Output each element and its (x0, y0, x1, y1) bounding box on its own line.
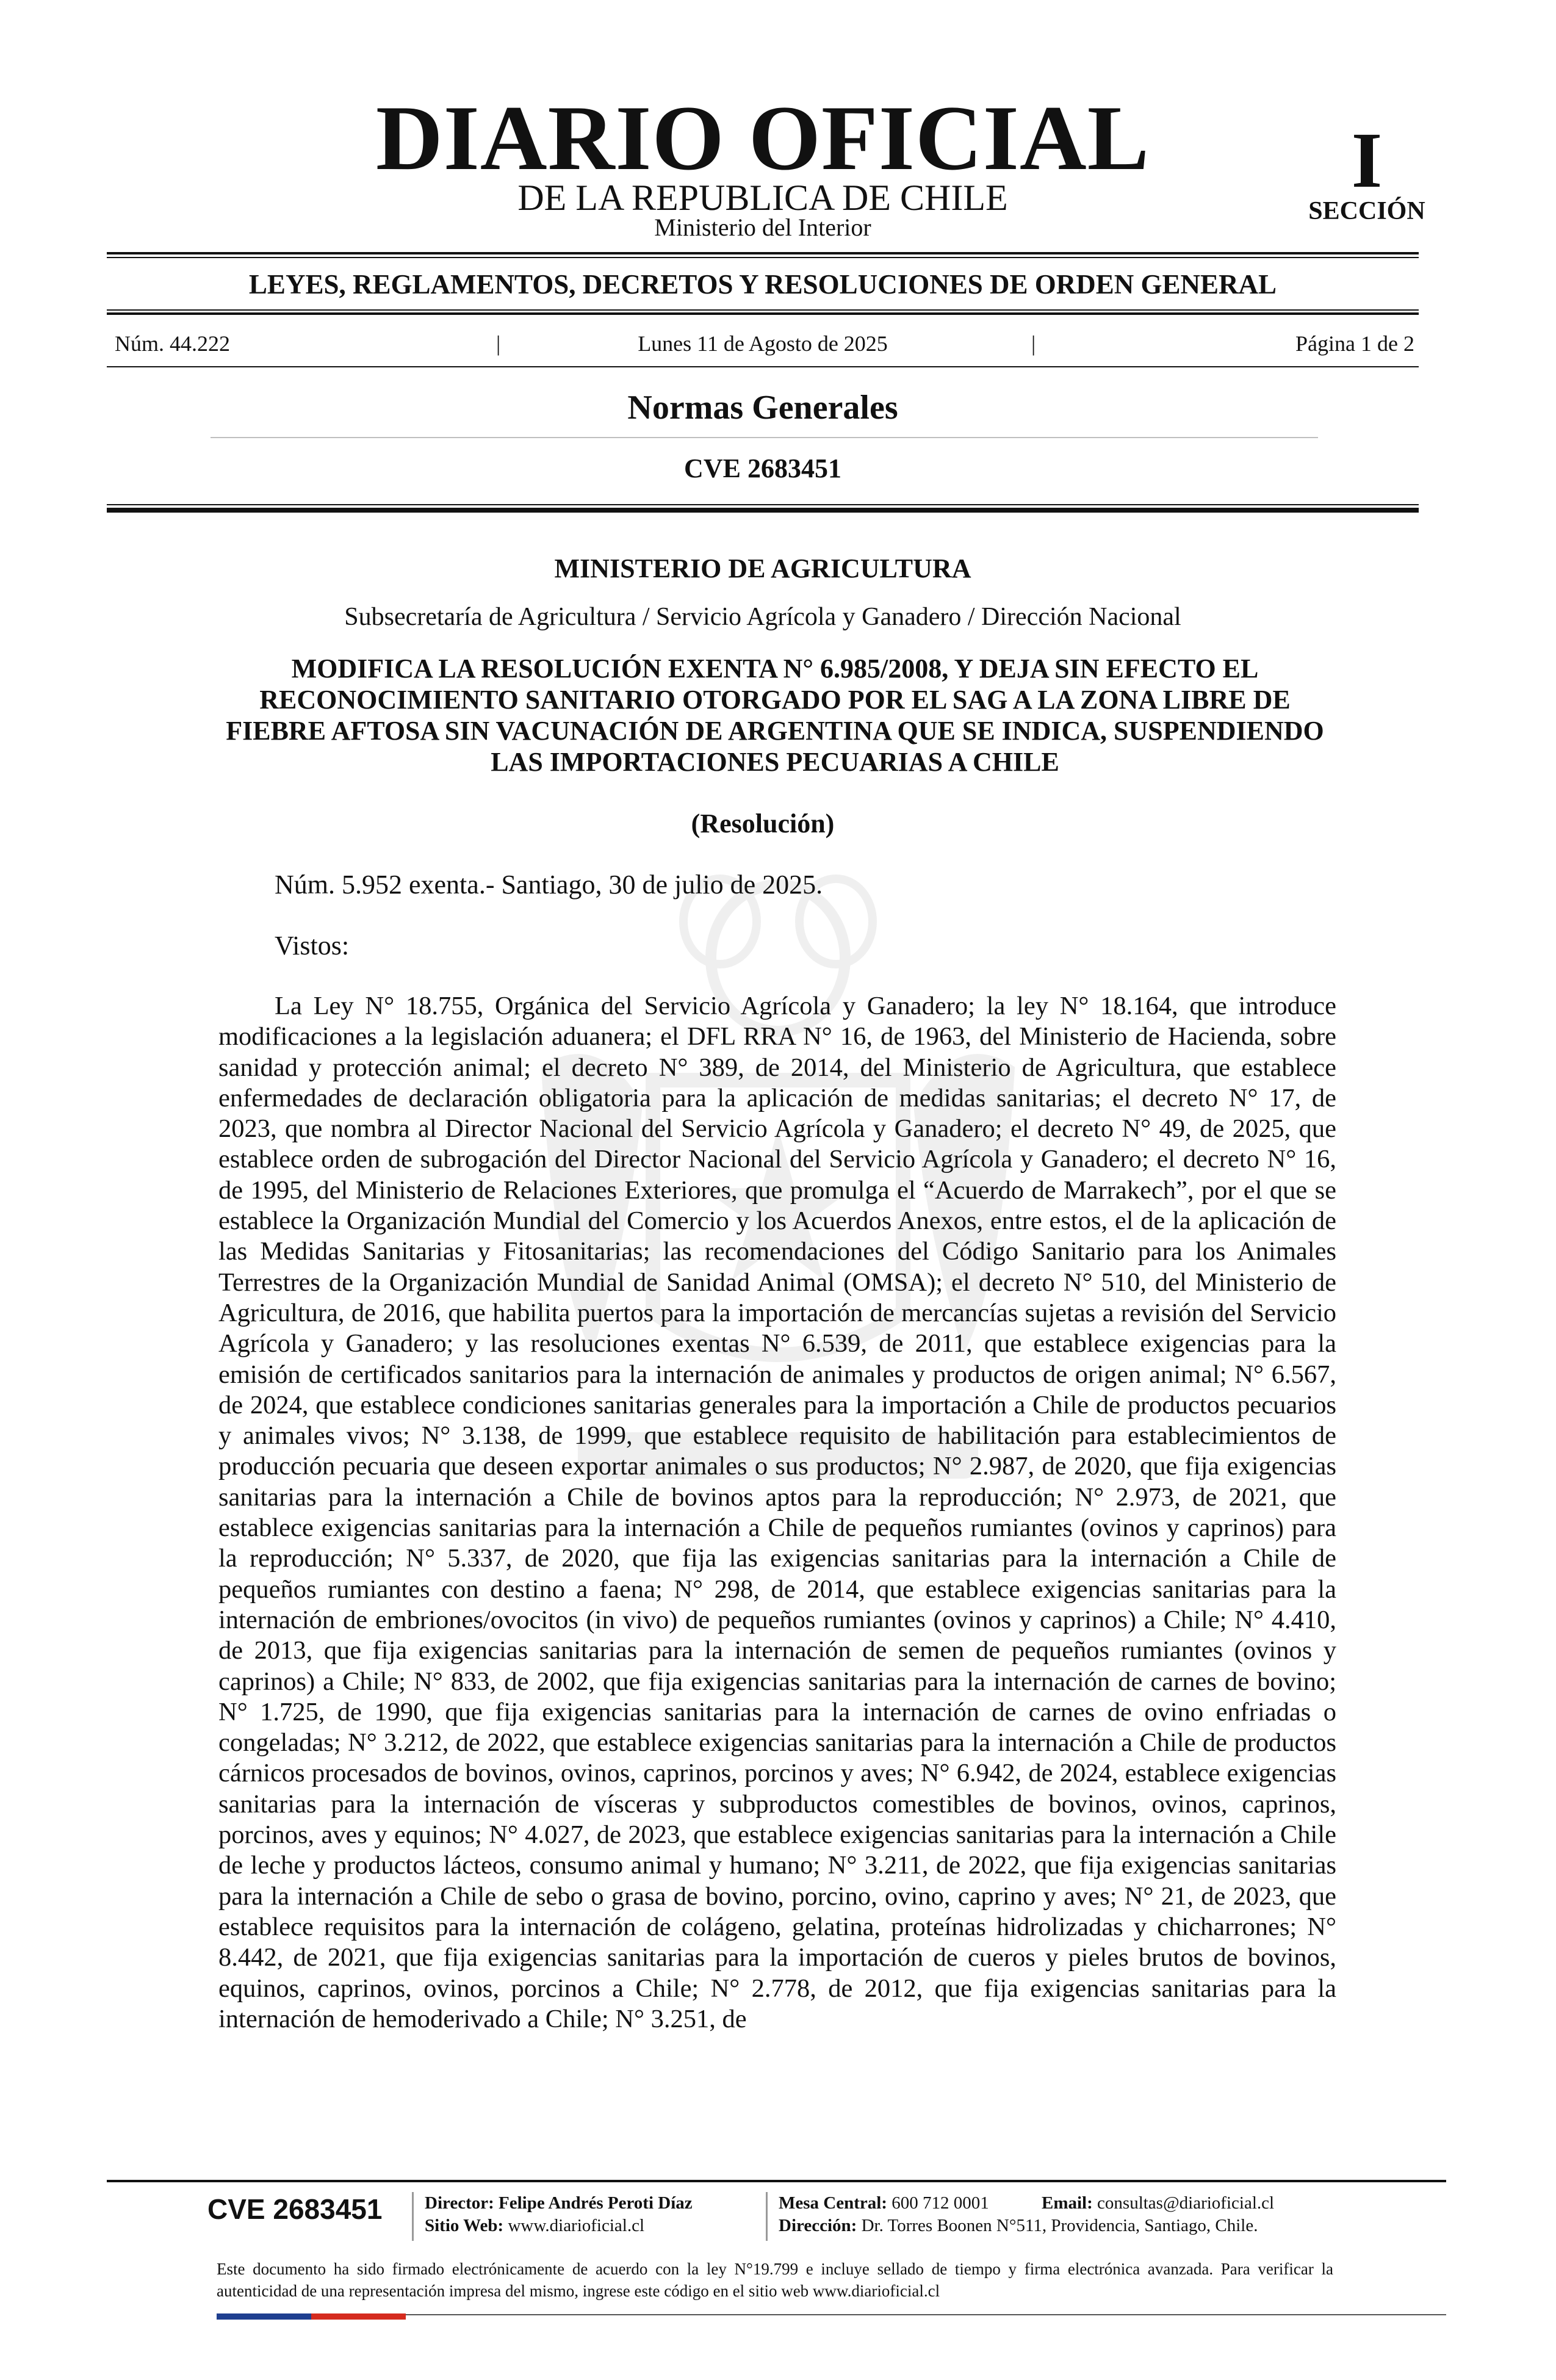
director-label: Director: (425, 2193, 494, 2213)
header-rule-thin (107, 504, 1419, 505)
page-indicator: Página 1 de 2 (1295, 331, 1414, 356)
footer-address-line (779, 2215, 1258, 2237)
cve-code: CVE 2683451 (684, 453, 841, 483)
newspaper-subtitle: DE LA REPUBLICA DE CHILE (517, 178, 1008, 218)
masthead-rule-top-thin (107, 257, 1419, 258)
header-rule-thick (107, 508, 1419, 513)
mesa-label: Mesa Central: (779, 2193, 887, 2213)
issue-date: Lunes 11 de Agosto de 2025 (638, 331, 888, 356)
footer-signature-note: Este documento ha sido firmado electrónicamente de acuerdo con la ley N°19.799 e incluye sellado de tiempo y firma electrónica avanzada. Para verificar la autenticidad de una representación impresa del mismo, ingrese este código en el sitio web www.diarioficial.cl (217, 2260, 1333, 2300)
resolution-number-line: Núm. 5.952 exenta.- Santiago, 30 de julio de 2025. (275, 870, 823, 900)
director-name: Felipe Andrés Peroti Díaz (499, 2193, 693, 2213)
band-title: LEYES, REGLAMENTOS, DECRETOS Y RESOLUCIONES DE ORDEN GENERAL (248, 269, 1277, 300)
resolution-type: (Resolución) (691, 809, 835, 838)
ministry-heading: MINISTERIO DE AGRICULTURA (554, 554, 971, 583)
category-rule (211, 437, 1318, 438)
footer-web-line (425, 2215, 644, 2237)
footer-director-line (425, 2192, 693, 2215)
meta-rule (107, 366, 1419, 367)
email-link[interactable]: consultas@diarioficial.cl (1097, 2193, 1275, 2213)
section-label: SECCIÓN (1308, 197, 1425, 225)
newspaper-title: DIARIO OFICIAL (375, 87, 1150, 189)
vistos-paragraph: La Ley N° 18.755, Orgánica del Servicio Agrícola y Ganadero; la ley N° 18.164, que introduce modificaciones a la legislación aduanera; el DFL RRA N° 16, de 1963, del Ministerio de Hacienda, sobre sanidad y protección animal; el decreto N° 389, de 2014, del Ministerio de Agricultura, que establece enfermedades de declaración obligatoria para la aplicación de medidas sanitarias; el decreto N° 17, de 2023, que nombra al Director Nacional del Servicio Agrícola y Ganadero; el decreto N° 49, de 2025, que establece orden de subrogación del Director Nacional del Servicio Agrícola y Ganadero; el decreto N° 16, de 1995, del Ministerio de Relaciones Exteriores, que promulga el “Acuerdo de Marrakech”, por el que se establece la Organización Mundial del Comercio y los Acuerdos Anexos, entre estos, el de la aplicación de las Medidas Sanitarias y Fitosanitarias; las recomendaciones del Código Sanitario para los Animales Terrestres de la Organización Mundial de Sanidad Animal (OMSA); el decreto N° 510, del Ministerio de Agricultura, de 2016, que habilita puertos para la importación de mercancías sujetas a revisión del Servicio Agrícola y Ganadero; y las resoluciones exentas N° 6.539, de 2011, que establece exigencias para la emisión de certificados sanitarios para la internación de animales y productos de origen animal; N° 6.567, de 2024, que establece condiciones sanitarias generales para la importación a Chile de productos pecuarios y animales vivos; N° 3.138, de 1999, que establece requisito de habilitación para establecimientos de producción pecuaria que deseen exportar animales o sus productos; N° 2.987, de 2020, que fija exigencias sanitarias para la internación a Chile de bovinos aptos para la reproducción; N° 2.973, de 2021, que establece exigencias sanitarias para la internación a Chile de pequeños rumiantes (ovinos y caprinos) para la reproducción; N° 5.337, de 2020, que fija las exigencias sanitarias para la internación a Chile de pequeños rumiantes con destino a faena; N° 298, de 2014, que establece exigencias sanitarias para la internación de embriones/ovocitos (in vivo) de pequeños rumiantes (ovinos y caprinos) a Chile; N° 4.410, de 2013, que fija exigencias sanitarias para la internación de semen de pequeños rumiantes (ovinos y caprinos) a Chile; N° 833, de 2002, que fija exigencias sanitarias para la internación de carnes de bovino; N° 1.725, de 1990, que fija exigencias sanitarias para la internación de carnes de ovino enfriadas o congeladas; N° 3.212, de 2022, que establece exigencias sanitarias para la internación a Chile de productos cárnicos procesados de bovinos, ovinos, caprinos, porcinos y aves; N° 6.942, de 2024, establece exigencias sanitarias para la internación de vísceras y subproductos comestibles de bovinos, ovinos, caprinos, porcinos, aves y equinos; N° 4.027, de 2023, que establece exigencias sanitarias para la internación a Chile de leche y productos lácteos, consumo animal y humano; N° 3.211, de 2022, que fija exigencias sanitarias para la internación a Chile de sebo o grasa de bovino, porcino, ovino, caprino y aves; N° 21, de 2023, que establece requisitos para la internación de colágeno, gelatina, proteínas hidrolizadas y chicharrones; N° 8.442, de 2021, que fija exigencias sanitarias para la importación de cueros y pieles brutos de bovinos, equinos, caprinos, ovinos, porcinos a Chile; N° 2.778, de 2012, que fija exigencias sanitarias para la internación de hemoderivado a Chile; N° 3.251, de (218, 992, 1336, 2033)
web-label: Sitio Web: (425, 2216, 504, 2235)
email-label: Email: (1042, 2193, 1093, 2213)
address-label: Dirección: (779, 2216, 857, 2235)
band-rule-bottom (107, 312, 1419, 315)
vistos-heading: Vistos: (275, 931, 350, 961)
meta-separator-2: | (1031, 331, 1036, 356)
mesa-phone: 600 712 0001 (891, 2193, 989, 2213)
newspaper-ministry: Ministerio del Interior (654, 214, 871, 241)
footer-separator-1 (412, 2192, 414, 2241)
flag-stripe-blue (217, 2313, 311, 2320)
subsecretaria-line: Subsecretaría de Agricultura / Servicio Agrícola y Ganadero / Dirección Nacional (344, 603, 1181, 631)
footer-rule (107, 2180, 1446, 2182)
flag-stripe-red (311, 2313, 406, 2320)
masthead-rule-top (107, 252, 1419, 254)
band-rule-bottom-thin (107, 309, 1419, 311)
footer-cve: CVE 2683451 (207, 2193, 383, 2225)
address-text: Dr. Torres Boonen N°511, Providencia, Santiago, Chile. (861, 2216, 1258, 2235)
section-number: I (1351, 117, 1383, 204)
web-link[interactable]: www.diarioficial.cl (508, 2216, 645, 2235)
meta-separator-1: | (496, 331, 501, 356)
resolution-title: MODIFICA LA RESOLUCIÓN EXENTA N° 6.985/2008, Y DEJA SIN EFECTO EL RECONOCIMIENTO SANITARIO OTORGADO POR EL SAG A LA ZONA LIBRE DE FIEBRE AFTOSA SIN VACUNACIÓN DE ARGENTINA QUE SE INDICA, SUSPENDIENDO LAS IMPORTACIONES PECUARIAS A CHILE (226, 654, 1324, 777)
footer-mesa-line (779, 2192, 989, 2215)
category-title: Normas Generales (627, 389, 898, 427)
issue-number: Núm. 44.222 (115, 331, 230, 356)
footer-email-line (1042, 2192, 1274, 2215)
footer-separator-2 (766, 2192, 768, 2241)
